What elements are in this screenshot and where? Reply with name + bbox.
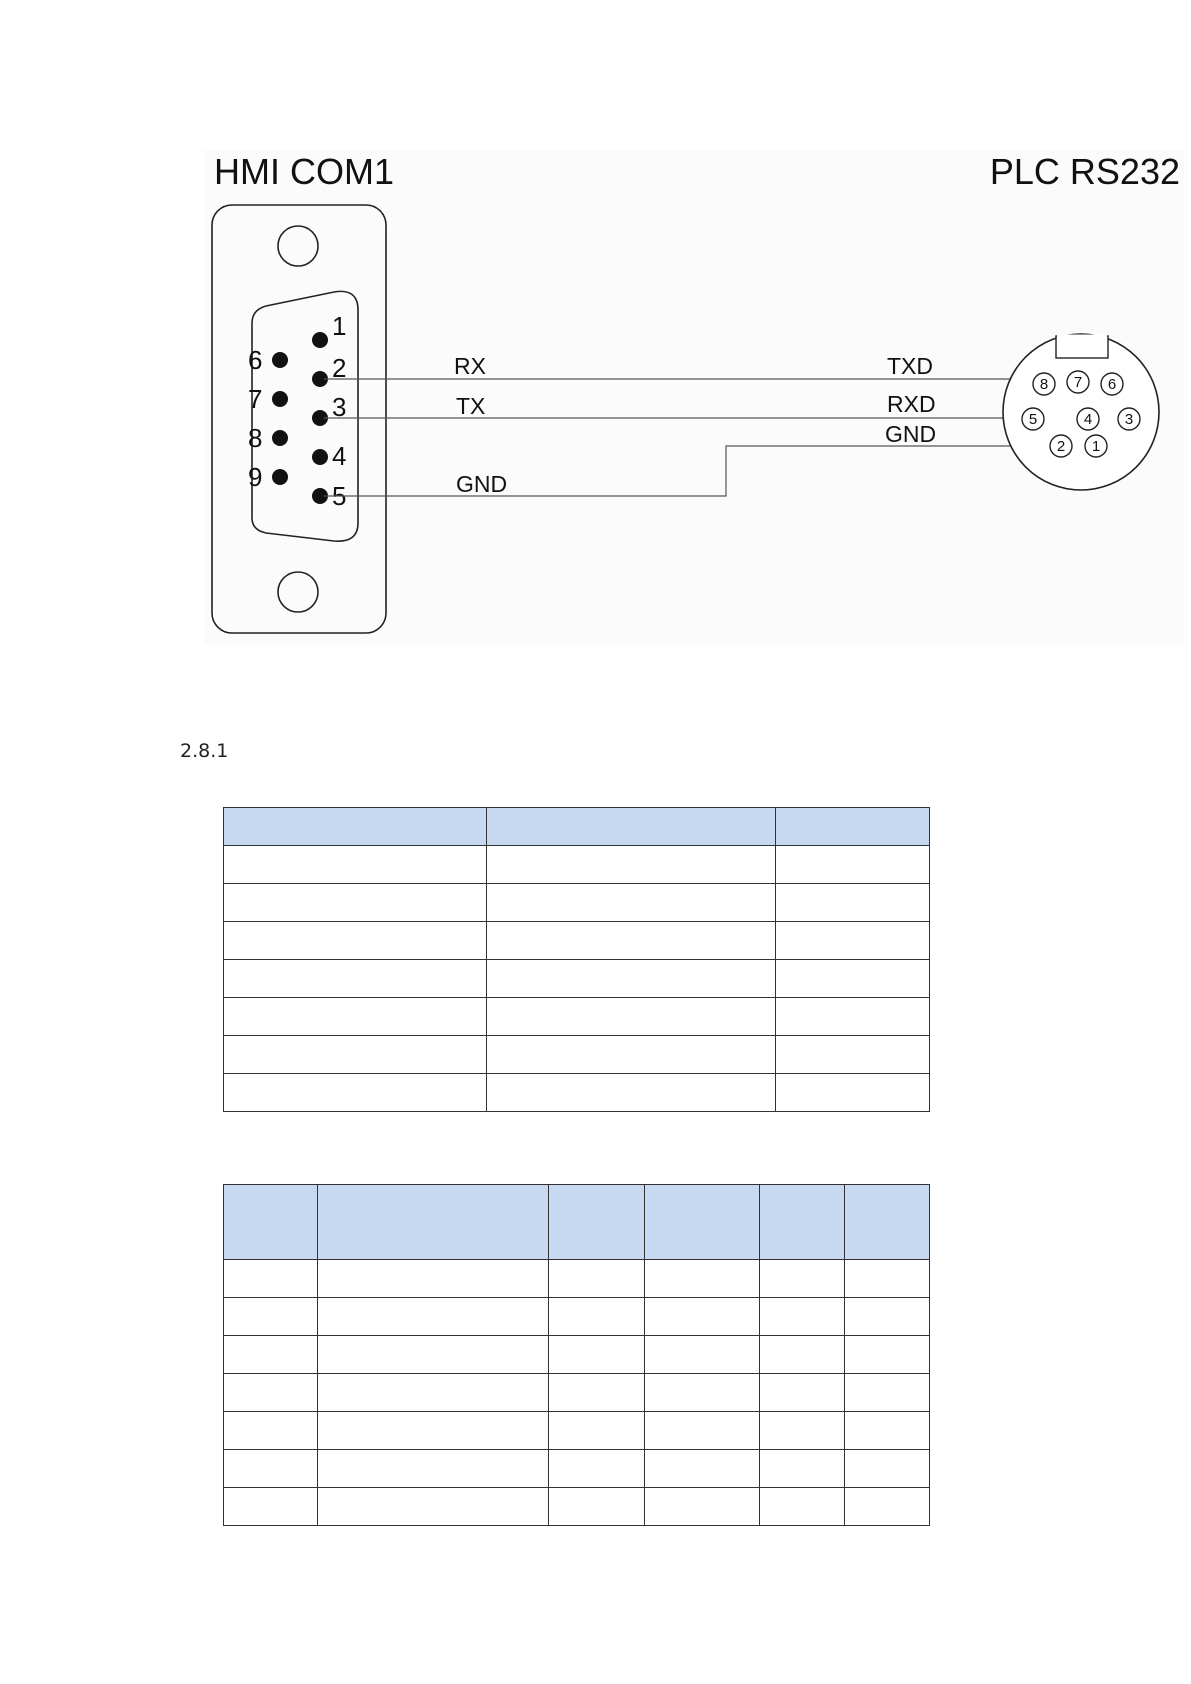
table-cell xyxy=(224,846,487,884)
table-row xyxy=(224,960,930,998)
table-cell xyxy=(776,1036,930,1074)
table-row xyxy=(224,1336,930,1374)
table-row xyxy=(224,1260,930,1298)
table-cell xyxy=(318,1412,549,1450)
table-row xyxy=(224,1488,930,1526)
table-cell xyxy=(224,1074,487,1112)
table-cell xyxy=(645,1412,760,1450)
din-pin-label-6: 6 xyxy=(1107,376,1117,393)
signal-gnd-left-label: GND xyxy=(456,471,508,497)
table-cell xyxy=(776,922,930,960)
table-1-header-cell xyxy=(224,808,487,846)
table-cell xyxy=(224,1488,318,1526)
table-cell xyxy=(487,1036,776,1074)
signal-gnd-right-label: GND xyxy=(885,421,937,447)
din-pin-label-1: 1 xyxy=(1091,438,1101,455)
table-cell xyxy=(318,1298,549,1336)
right-title: PLC RS232 xyxy=(989,151,1180,192)
table-row xyxy=(224,998,930,1036)
table-cell xyxy=(487,846,776,884)
table-cell xyxy=(760,1412,845,1450)
table-cell xyxy=(224,1450,318,1488)
db9-pin-label-8: 8 xyxy=(248,423,263,453)
table-cell xyxy=(645,1374,760,1412)
table-1-header-cell xyxy=(776,808,930,846)
table-cell xyxy=(487,884,776,922)
table-cell xyxy=(760,1298,845,1336)
din-pin-label-4: 4 xyxy=(1083,411,1093,428)
table-cell xyxy=(549,1450,645,1488)
table-cell xyxy=(224,1298,318,1336)
table-cell xyxy=(549,1488,645,1526)
table-row xyxy=(224,1450,930,1488)
table-cell xyxy=(845,1336,930,1374)
table-cell xyxy=(318,1336,549,1374)
table-row xyxy=(224,1412,930,1450)
table-cell xyxy=(776,998,930,1036)
table-1-header xyxy=(224,808,930,846)
db9-pin-4 xyxy=(312,449,328,465)
left-title: HMI COM1 xyxy=(214,151,394,192)
table-cell xyxy=(645,1488,760,1526)
table-cell xyxy=(549,1260,645,1298)
table-cell xyxy=(776,846,930,884)
table-cell xyxy=(487,1074,776,1112)
table-row xyxy=(224,1074,930,1112)
table-cell xyxy=(487,960,776,998)
table-2-header-cell xyxy=(549,1185,645,1260)
table-1 xyxy=(223,807,930,1112)
table-cell xyxy=(224,884,487,922)
din-pin-label-3: 3 xyxy=(1124,411,1134,428)
signal-txd-label: TXD xyxy=(887,353,933,379)
table-cell xyxy=(645,1336,760,1374)
table-cell xyxy=(645,1260,760,1298)
table-cell xyxy=(845,1260,930,1298)
din-pin-label-5: 5 xyxy=(1028,411,1038,428)
table-row xyxy=(224,1036,930,1074)
din-pin-label-8: 8 xyxy=(1039,376,1049,393)
db9-pin-label-2: 2 xyxy=(332,353,347,383)
signal-rxd-label: RXD xyxy=(887,391,936,417)
table-cell xyxy=(224,922,487,960)
table-cell xyxy=(318,1488,549,1526)
table-cell xyxy=(224,1336,318,1374)
din-pin-label-2: 2 xyxy=(1056,438,1066,455)
table-cell xyxy=(487,922,776,960)
db9-pin-9 xyxy=(272,469,288,485)
db9-pin-label-9: 9 xyxy=(248,462,263,492)
table-cell xyxy=(549,1412,645,1450)
table-cell xyxy=(760,1374,845,1412)
table-cell xyxy=(776,960,930,998)
table-cell xyxy=(318,1450,549,1488)
db9-pin-7 xyxy=(272,391,288,407)
table-row xyxy=(224,884,930,922)
db9-pin-6 xyxy=(272,352,288,368)
table-row xyxy=(224,1374,930,1412)
db9-pin-label-1: 1 xyxy=(332,311,347,341)
table-cell xyxy=(549,1298,645,1336)
db9-pin-8 xyxy=(272,430,288,446)
table-cell xyxy=(224,960,487,998)
table-cell xyxy=(318,1260,549,1298)
table-cell xyxy=(224,1036,487,1074)
table-2-header-cell xyxy=(318,1185,549,1260)
table-cell xyxy=(549,1336,645,1374)
table-row xyxy=(224,846,930,884)
table-1-header-cell xyxy=(487,808,776,846)
minidin8-connector xyxy=(1003,334,1159,490)
db9-pin-label-5: 5 xyxy=(332,481,347,511)
table-cell xyxy=(776,884,930,922)
table-row xyxy=(224,1298,930,1336)
table-cell xyxy=(487,998,776,1036)
db9-pin-label-7: 7 xyxy=(248,384,263,414)
table-cell xyxy=(224,1412,318,1450)
table-cell xyxy=(224,1260,318,1298)
table-cell xyxy=(776,1074,930,1112)
table-2-header-cell xyxy=(845,1185,930,1260)
db9-pin-label-3: 3 xyxy=(332,392,347,422)
table-2-header-cell xyxy=(760,1185,845,1260)
db9-pin-1 xyxy=(312,332,328,348)
table-cell xyxy=(845,1298,930,1336)
db9-pin-label-4: 4 xyxy=(332,441,347,471)
table-cell xyxy=(760,1260,845,1298)
table-cell xyxy=(760,1450,845,1488)
table-2-header xyxy=(224,1185,930,1260)
table-cell xyxy=(845,1450,930,1488)
table-cell xyxy=(845,1488,930,1526)
table-cell xyxy=(549,1374,645,1412)
table-cell xyxy=(224,1374,318,1412)
table-2-header-cell xyxy=(224,1185,318,1260)
section-number: 2.8.1 xyxy=(180,740,229,762)
table-cell xyxy=(760,1336,845,1374)
table-cell xyxy=(645,1450,760,1488)
table-cell xyxy=(224,998,487,1036)
din-pin-label-7: 7 xyxy=(1073,374,1083,391)
wiring-diagram xyxy=(204,150,1184,645)
signal-tx-label: TX xyxy=(456,393,486,419)
table-cell xyxy=(760,1488,845,1526)
table-cell xyxy=(645,1298,760,1336)
table-cell xyxy=(845,1412,930,1450)
db9-pin-label-6: 6 xyxy=(248,345,263,375)
table-row xyxy=(224,922,930,960)
table-2 xyxy=(223,1184,930,1526)
signal-rx-label: RX xyxy=(454,353,486,379)
table-2-header-cell xyxy=(645,1185,760,1260)
table-cell xyxy=(845,1374,930,1412)
table-cell xyxy=(318,1374,549,1412)
